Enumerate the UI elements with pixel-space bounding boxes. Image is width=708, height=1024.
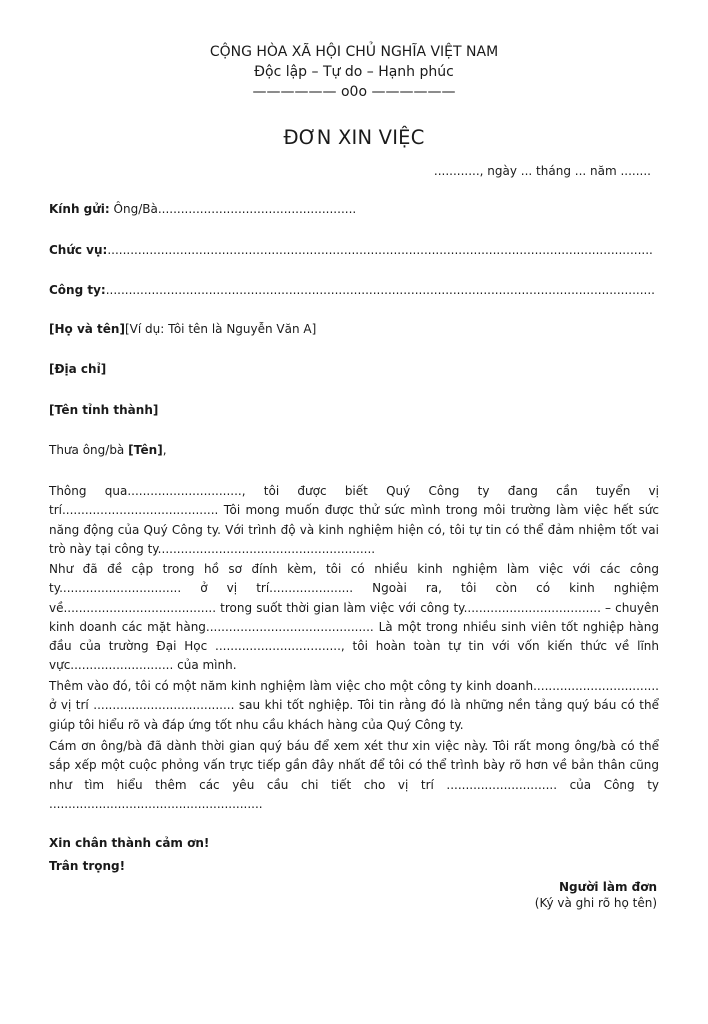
recipient-label: Kính gửi:	[49, 202, 110, 216]
date-line: ............, ngày ... tháng ... năm ........	[433, 164, 651, 178]
position-value: ...............................................................................................................................................	[107, 243, 653, 257]
closing-regards-text: Trân trọng!	[49, 859, 126, 873]
signature-block	[535, 880, 657, 910]
salutation-name: [Tên]	[128, 443, 163, 457]
position-field	[49, 243, 653, 257]
paragraph-experience: Như đã đề cập trong hồ sơ đính kèm, tôi có nhiều kinh nghiệm làm việc với các công ty................................ ở vị trí...................... Ngoài ra, tôi còn có kinh nghiệm về........................................ trong suốt thời gian làm việc với công ty.................................... – chuyên kinh doanh các mặt hàng............................................ Là một trong nhiều sinh viên tốt nghiệp hàng đầu của trường Đại Học ................................., tôi hoàn toàn tự tin với vốn kiến thức về lĩnh vực........................... của mình.	[49, 562, 659, 673]
closing-thanks-text: Xin chân thành cảm ơn!	[49, 836, 210, 850]
country-name: CỘNG HÒA XÃ HỘI CHỦ NGHĨA VIỆT NAM	[209, 44, 499, 60]
name-label: [Họ và tên]	[49, 322, 125, 336]
signer-note: (Ký và ghi rõ họ tên)	[534, 896, 657, 910]
recipient-value: Ông/Bà....................................................	[109, 202, 357, 216]
province-label: [Tên tỉnh thành]	[49, 403, 159, 417]
paragraph-intro: Thông qua.............................., tôi được biết Quý Công ty đang cần tuyển vị trí......................................... Tôi mong muốn được thử sức mình trong môi trường làm việc hết sức năng động của Quý Công ty. Với trình độ và kinh nghiệm hiện có, tôi tự tin có thể đảm nhiệm tốt vai trò này tại công ty.........................................................	[49, 484, 659, 556]
address-label: [Địa chỉ]	[49, 362, 107, 376]
recipient-field	[49, 202, 356, 216]
salutation-prefix: Thưa ông/bà	[49, 443, 129, 457]
header-separator: —————— o0o ——————	[252, 84, 456, 100]
paragraph-thanks: Cám ơn ông/bà đã dành thời gian quý báu để xem xét thư xin việc này. Tôi rất mong ông/bà có thể sắp xếp một cuộc phỏng vấn trực tiếp gần đây nhất để tôi có thể trình bày rõ hơn về bản thân cũng như tìm hiểu thêm các yêu cầu chi tiết cho vị trí ............................. của Công ty ........................................................	[49, 739, 659, 811]
motto: Độc lập – Tự do – Hạnh phúc	[254, 64, 454, 80]
salutation-suffix: ,	[162, 443, 167, 457]
national-header	[0, 42, 708, 102]
company-field	[49, 283, 655, 297]
signer-label: Người làm đơn	[559, 880, 657, 894]
closing-thanks	[49, 836, 209, 850]
document-title: ĐƠN XIN VIỆC	[283, 126, 425, 149]
paragraph-additional: Thêm vào đó, tôi có một năm kinh nghiệm làm việc cho một công ty kinh doanh................................. ở vị trí ..................................... sau khi tốt nghiệp. Tôi tin rằng đó là những nền tảng quý báu có thể giúp tôi hiểu rõ và đáp ứng tốt nhu cầu khách hàng của Quý Công ty.	[49, 679, 659, 732]
company-value: ................................................................................................................................................	[105, 283, 655, 297]
position-label: Chức vụ:	[49, 243, 108, 257]
salutation	[49, 443, 167, 457]
province-field	[49, 403, 158, 417]
address-field	[49, 362, 106, 376]
name-example: [Ví dụ: Tôi tên là Nguyễn Văn A]	[124, 322, 317, 336]
closing-regards	[49, 859, 125, 873]
company-label: Công ty:	[49, 283, 106, 297]
name-field	[49, 322, 316, 336]
